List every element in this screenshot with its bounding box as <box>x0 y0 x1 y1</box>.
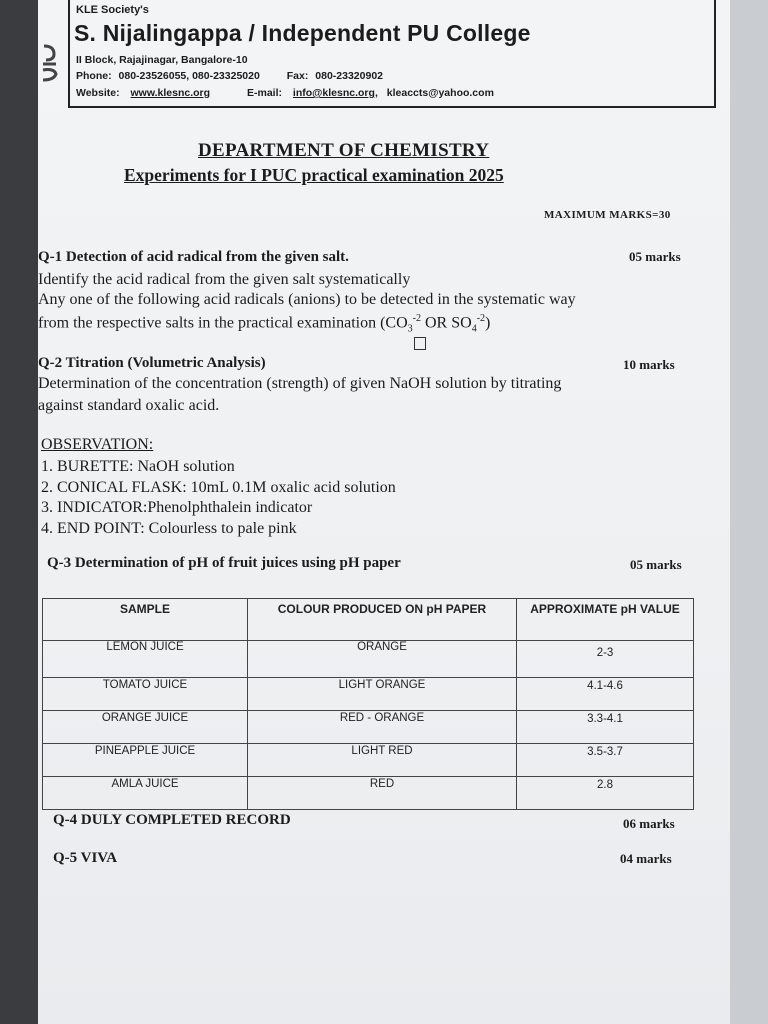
checkbox-square-icon <box>414 337 426 350</box>
kle-logo-icon <box>40 42 62 86</box>
email-label: E-mail: <box>246 87 282 99</box>
observation-item-3: 3. INDICATOR:Phenolphthalein indicator <box>41 499 313 516</box>
q1-line-3-or: OR SO <box>421 314 472 332</box>
cell-colour: LIGHT RED <box>248 744 517 777</box>
phone-label: Phone: <box>76 70 112 82</box>
exam-subtitle: Experiments for I PUC practical examination 2025 <box>124 165 504 185</box>
maximum-marks: MAXIMUM MARKS=30 <box>544 209 671 221</box>
observation-item-4: 4. END POINT: Colourless to pale pink <box>41 520 297 537</box>
letterhead <box>68 0 716 108</box>
q4-title: Q-4 DULY COMPLETED RECORD <box>53 812 291 828</box>
college-name: S. Nijalingappa / Independent PU College <box>74 20 531 46</box>
cell-ph: 3.3-4.1 <box>517 711 694 744</box>
email-separator: , <box>374 87 378 99</box>
department-title: DEPARTMENT OF CHEMISTRY <box>198 140 490 161</box>
document-page <box>38 0 730 1024</box>
website-link[interactable]: www.klesnc.org <box>130 87 211 99</box>
q2-line-1: Determination of the concentration (strength) of given NaOH solution by titrating <box>38 375 562 392</box>
q1-title: Q-1 Detection of acid radical from the given salt. <box>38 249 349 265</box>
scan-left-border <box>0 0 40 1024</box>
cell-colour: RED <box>248 777 517 810</box>
cell-ph: 2-3 <box>517 641 694 678</box>
society-name: KLE Society's <box>76 4 149 16</box>
cell-sample: ORANGE JUICE <box>43 711 248 744</box>
q2-title: Q-2 Titration (Volumetric Analysis) <box>38 355 266 371</box>
table-row <box>43 678 694 711</box>
so4-charge: -2 <box>476 313 486 324</box>
observation-item-2: 2. CONICAL FLASK: 10mL 0.1M oxalic acid solution <box>41 479 396 496</box>
q2-marks: 10 marks <box>623 357 675 372</box>
q2-line-2: against standard oxalic acid. <box>38 397 220 414</box>
ph-results-table <box>42 598 694 810</box>
q1-line-3-close: ) <box>485 314 491 332</box>
cell-sample: LEMON JUICE <box>43 641 248 678</box>
cell-sample: AMLA JUICE <box>43 777 248 810</box>
q3-title: Q-3 Determination of pH of fruit juices using pH paper <box>47 555 401 571</box>
header-colour: COLOUR PRODUCED ON pH PAPER <box>248 599 517 641</box>
cell-colour: RED - ORANGE <box>248 711 517 744</box>
web-email-line <box>76 87 494 99</box>
q5-title: Q-5 VIVA <box>53 850 118 866</box>
q5-marks: 04 marks <box>620 851 672 866</box>
q1-line-2: Any one of the following acid radicals (anions) to be detected in the systematic way <box>38 291 576 308</box>
cell-ph: 3.5-3.7 <box>517 744 694 777</box>
table-header-row <box>43 599 694 641</box>
cell-ph: 2.8 <box>517 777 694 810</box>
observation-heading: OBSERVATION: <box>41 436 154 453</box>
observation-item-1: 1. BURETTE: NaOH solution <box>41 458 235 475</box>
contact-line <box>76 70 383 82</box>
table-row <box>43 744 694 777</box>
q1-line-1: Identify the acid radical from the given salt systematically <box>38 271 411 288</box>
website-label: Website: <box>76 87 120 99</box>
fax-number: 080-23320902 <box>315 70 383 82</box>
q1-marks: 05 marks <box>629 249 681 264</box>
q1-line-3-text: from the respective salts in the practical examination (CO <box>38 314 408 332</box>
cell-ph: 4.1-4.6 <box>517 678 694 711</box>
q4-marks: 06 marks <box>623 816 675 831</box>
table-row <box>43 777 694 810</box>
header-sample: SAMPLE <box>43 599 248 641</box>
co3-charge: -2 <box>412 313 421 324</box>
q1-line-3 <box>38 313 490 335</box>
scan-right-border <box>728 0 768 1024</box>
header-ph-value: APPROXIMATE pH VALUE <box>517 599 694 641</box>
co3-subscript: 3 <box>407 323 413 335</box>
fax-label: Fax: <box>286 70 309 82</box>
cell-sample: TOMATO JUICE <box>43 678 248 711</box>
so4-subscript: 4 <box>471 323 477 335</box>
q3-marks: 05 marks <box>630 557 682 572</box>
cell-sample: PINEAPPLE JUICE <box>43 744 248 777</box>
cell-colour: ORANGE <box>248 641 517 678</box>
cell-colour: LIGHT ORANGE <box>248 678 517 711</box>
email-link-accounts[interactable]: kleaccts@yahoo.com <box>386 87 494 99</box>
table-row <box>43 641 694 678</box>
phone-numbers: 080-23526055, 080-23325020 <box>118 70 260 82</box>
college-address: II Block, Rajajinagar, Bangalore-10 <box>76 54 248 66</box>
email-link-info[interactable]: info@klesnc.org <box>292 87 375 99</box>
table-row <box>43 711 694 744</box>
